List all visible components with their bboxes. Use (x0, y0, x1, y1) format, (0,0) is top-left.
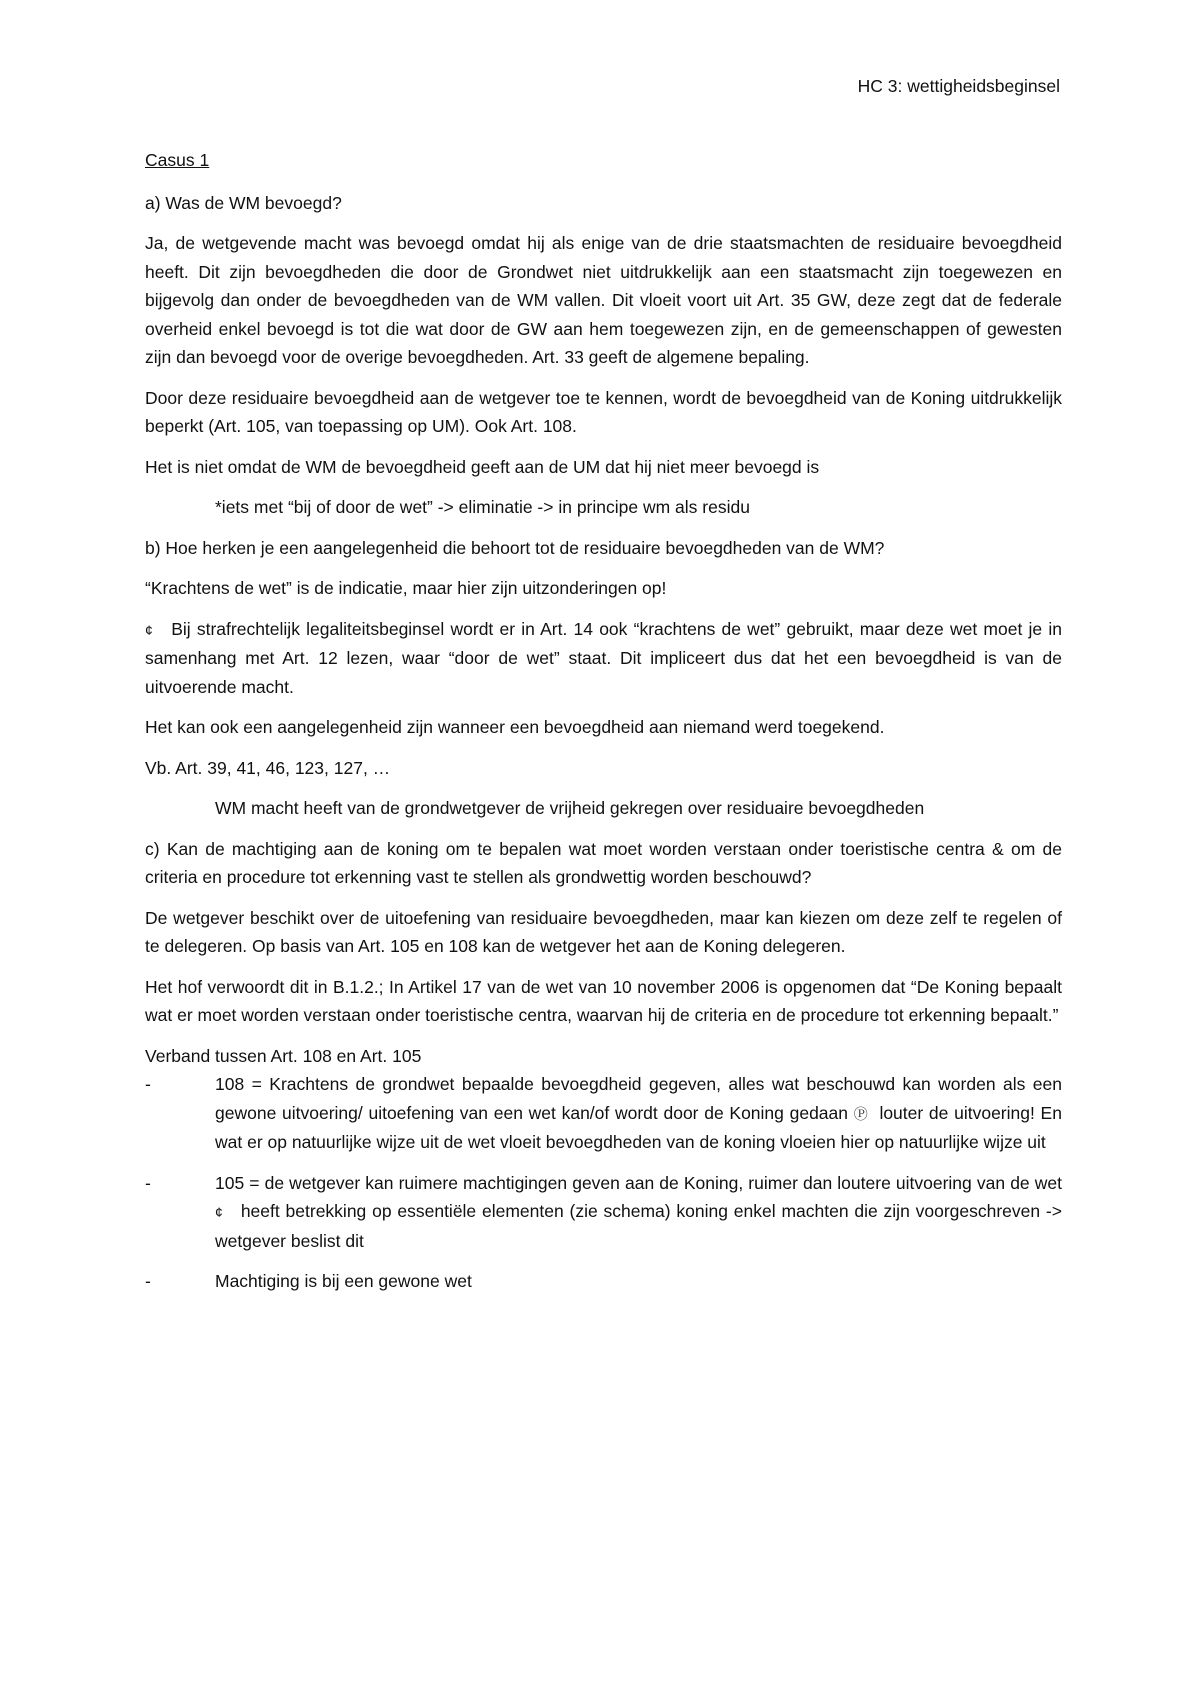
paragraph: Vb. Art. 39, 41, 46, 123, 127, … (145, 757, 391, 778)
list-dash: - (145, 1074, 151, 1094)
paragraph: “Krachtens de wet” is de indicatie, maar hier zijn uitzonderingen op! (145, 578, 667, 598)
paragraph: Door deze residuaire bevoegdheid aan de wetgever toe te kennen, wordt de bevoegdheid van de Koning uitdrukkelijk beperkt (Art. 105, van toepassing op UM). Ook Art. 108. (145, 387, 1062, 436)
list-item-text: Machtiging is bij een gewone wet (215, 1271, 472, 1291)
indented-note: WM macht heeft van de grondwetgever de vrijheid gekregen over residuaire bevoegdheden (215, 798, 925, 818)
section-heading: Casus 1 (145, 150, 210, 170)
paragraph: Het hof verwoordt dit in B.1.2.; In Artikel 17 van de wet van 10 november 2006 is opgenomen dat “De Koning bepaalt wat er moet worden verstaan onder toeristische centra, waarvan hij de criteria en de procedure tot erkenning bepaalt.” (145, 976, 1062, 1025)
list-item (145, 1267, 1062, 1296)
question-b: b) Hoe herken je een aangelegenheid die behoort tot de residuaire bevoegdheden van de WM? (145, 537, 885, 558)
document-body (145, 146, 1062, 1296)
list-item (145, 1169, 1062, 1256)
paragraph-text: Bij strafrechtelijk legaliteitsbeginsel wordt er in Art. 14 ook “krachtens de wet” gebruikt, maar deze wet moet je in samenhang met Art. 12 lezen, waar “door de wet” staat. Dit impliceert dus dat het een bevoegdheid is van de uitvoerende macht. (145, 618, 1062, 697)
list-dash: - (145, 1271, 151, 1291)
list-item (145, 1070, 1062, 1157)
list-item-text: 105 = de wetgever kan ruimere machtigingen geven aan de Koning, ruimer dan loutere uitvoering van de wet ¢ heeft betrekking op essentiële elementen (zie schema) koning enkel machten die zijn voorgeschreven -> wetgever beslist dit (215, 1172, 1062, 1251)
paragraph-with-symbol (145, 615, 1062, 702)
question-a: a) Was de WM bevoegd? (145, 192, 342, 213)
list-dash: - (145, 1172, 151, 1193)
p-circle-symbol-icon: Ⓟ (853, 1105, 868, 1122)
page-header: HC 3: wettigheidsbeginsel (857, 76, 1060, 96)
question-c: c) Kan de machtiging aan de koning om te bepalen wat moet worden verstaan onder toeristische centra & om de criteria en procedure tot erkenning vast te stellen als grondwettig worden beschouwd? (145, 838, 1062, 887)
list-item-text: 108 = Krachtens de grondwet bepaalde bevoegdheid gegeven, alles wat beschouwd kan worden als een gewone uitvoering/ uitoefening van een wet kan/of wordt door de Koning gedaan Ⓟ louter de uitvoering! En wat er op natuurlijke wijze uit de wet vloeit bevoegdheden van de koning vloeien hier op natuurlijke wijze uit (215, 1074, 1062, 1152)
paragraph: Het is niet omdat de WM de bevoegdheid geeft aan de UM dat hij niet meer bevoegd is (145, 456, 820, 477)
indented-note: *iets met “bij of door de wet” -> eliminatie -> in principe wm als residu (215, 497, 750, 517)
arrow-symbol-icon: ¢ (215, 1204, 223, 1220)
paragraph: Het kan ook een aangelegenheid zijn wanneer een bevoegdheid aan niemand werd toegekend. (145, 717, 885, 737)
paragraph: Ja, de wetgevende macht was bevoegd omdat hij als enige van de drie staatsmachten de residuaire bevoegdheid heeft. Dit zijn bevoegdheden die door de Grondwet niet uitdrukkelijk aan een staatsmacht zijn toegewezen en bijgevolg dan onder de bevoegdheden van de WM vallen. Dit vloeit voort uit Art. 35 GW, deze zegt dat de federale overheid enkel bevoegd is tot die wat door de GW aan hem toegewezen zijn, en de gemeenschappen of gewesten zijn dan bevoegd voor de overige bevoegdheden. Art. 33 geeft de algemene bepaling. (145, 233, 1062, 367)
paragraph: De wetgever beschikt over de uitoefening van residuaire bevoegdheden, maar kan kiezen om deze zelf te regelen of te delegeren. Op basis van Art. 105 en 108 kan de wetgever het aan de Koning delegeren. (145, 907, 1062, 956)
arrow-symbol-icon: ¢ (145, 621, 153, 638)
subheading: Verband tussen Art. 108 en Art. 105 (145, 1045, 422, 1066)
